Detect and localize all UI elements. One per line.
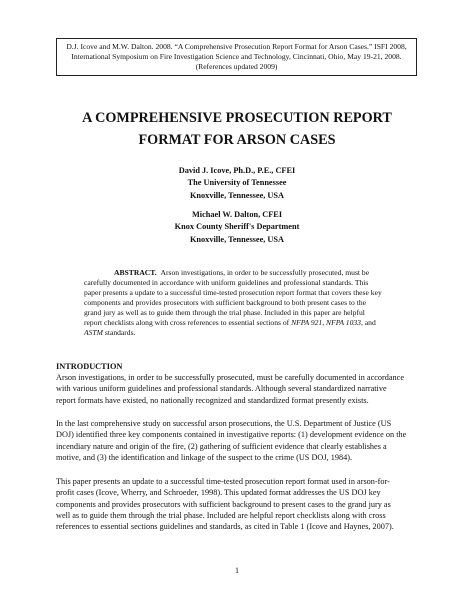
paragraph-line: well as to guide them through the trial phase. Included are helpful report checklists along with cross (56, 510, 386, 520)
paragraph-line: This paper presents an update to a successful time-tested prosecution report format used in arson-for- (56, 477, 390, 486)
paragraph-line: profit cases (Icove, Wherry, and Schroeder, 1998). This updated format addresses the US DOJ key (56, 488, 381, 498)
author-block-1 (0, 165, 474, 202)
intro-paragraph-3 (56, 476, 426, 532)
author-location: Knoxville, Tennessee, USA (189, 190, 285, 200)
paper-title (0, 107, 474, 151)
abstract (84, 268, 394, 338)
abstract-line (84, 318, 394, 328)
title-line: A COMPREHENSIVE PROSECUTION REPORT (82, 110, 392, 126)
reference-nfpa-921: NFPA 921 (291, 318, 323, 328)
abstract-line: components and provides prosecutors with sufficient background to both present cases to the (84, 298, 367, 308)
paragraph-line: with various uniform guidelines and professional standards. Although several standardized narrative (56, 384, 387, 394)
intro-paragraph-2 (56, 418, 426, 463)
citation-box (56, 38, 417, 76)
author-name: Michael W. Dalton, CFEI (191, 210, 283, 219)
citation-line: D.J. Icove and M.W. Dalton. 2008. “A Comprehensive Prosecution Report Format for Arson Cases.” ISFI 2008, (66, 42, 407, 51)
abstract-line: carefully documented in accordance with uniform guidelines and professional standards. This (84, 278, 369, 288)
author-block-2 (0, 209, 474, 246)
intro-paragraph-1 (56, 372, 426, 406)
citation-line: International Symposium on Fire Investigation Science and Technology, Cincinnati, Ohio, May 19-21, 2008. (71, 52, 402, 61)
paragraph-line: Arson investigations, in order to be successfully prosecuted, must be carefully documented in accordance (56, 373, 404, 382)
paragraph-line: report formats have existed, no nationally recognized and standardized format presently exists. (56, 395, 369, 405)
abstract-text: , (322, 318, 327, 328)
paragraph-line: In the last comprehensive study on successful arson prosecutions, the U.S. Department of Justice (US (56, 419, 392, 428)
author-name: David J. Icove, Ph.D., P.E., CFEI (178, 166, 296, 175)
paragraph-line: DOJ) identified three key components contained in investigative reports: (1) development evidence on the (56, 430, 407, 440)
author-affiliation: Knox County Sheriff's Department (174, 222, 300, 232)
abstract-line (84, 328, 394, 338)
paragraph-line: components and provides prosecutors with sufficient background to present cases to the grand jury as (56, 499, 391, 509)
abstract-label: ABSTRACT. (114, 268, 157, 277)
author-location: Knoxville, Tennessee, USA (189, 234, 285, 244)
abstract-text: report checklists along with cross references to essential sections of (84, 318, 292, 328)
abstract-line (84, 268, 394, 278)
abstract-line: grand jury as well as to guide them through the trial phase. Included in this paper are helpful (84, 308, 365, 318)
paragraph-line: references to essential sections guidelines and standards, as cited in Table 1 (Icove and Haynes, 2007). (56, 522, 394, 532)
citation-line: (References updated 2009) (195, 62, 278, 71)
reference-nfpa-1033: NFPA 1033 (326, 318, 361, 328)
page-number: 1 (235, 566, 239, 575)
abstract-text: , and (360, 318, 376, 328)
abstract-text: standards. (102, 328, 136, 338)
title-line: FORMAT FOR ARSON CASES (138, 132, 336, 148)
section-heading: INTRODUCTION (56, 362, 123, 371)
abstract-text: Arson investigations, in order to be successfully prosecuted, must be (160, 268, 370, 277)
reference-astm: ASTM (84, 328, 103, 338)
paragraph-line: incendiary nature and origin of the fire, (2) gathering of sufficient evidence that clearly establishes a (56, 441, 387, 451)
abstract-line: paper presents a update to a successful time-tested prosecution report format that covers these key (84, 288, 382, 298)
paragraph-line: motive, and (3) the identification and linkage of the suspect to the crime (US DOJ, 1984). (56, 452, 353, 462)
author-affiliation: The University of Tennessee (187, 178, 287, 188)
